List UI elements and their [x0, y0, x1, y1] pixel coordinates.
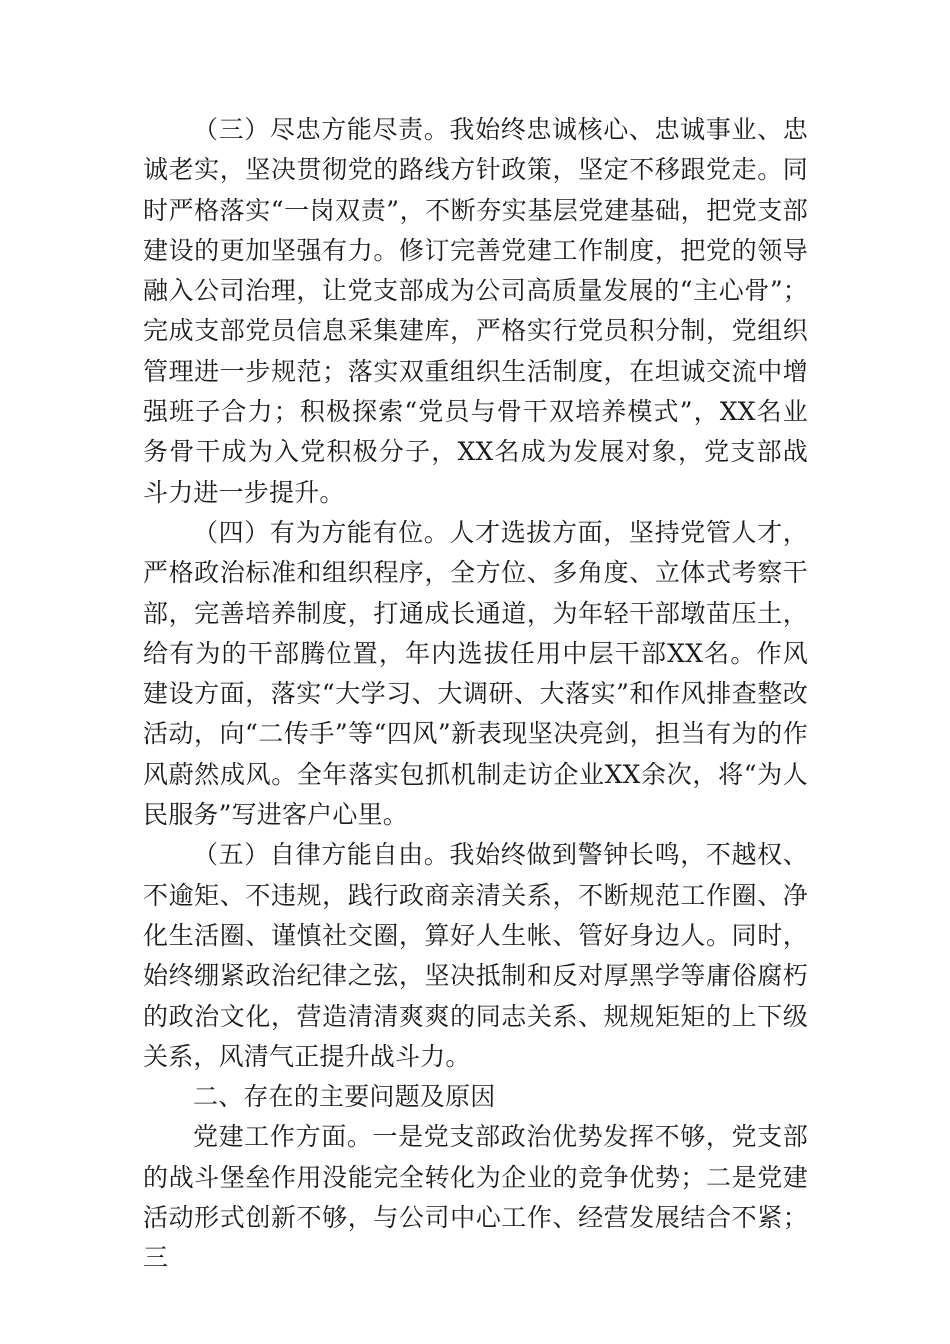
section-heading-problems: 二、存在的主要问题及原因 [193, 1082, 496, 1112]
paragraph-self-discipline: （五）自律方能自由。我始终做到警钟长鸣，不越权、不逾矩、不违规，践行政商亲清关系，不断规范工作圈、净化生活圈、谨慎社交圈，算好人生帐、管好身边人。同时，始终绷紧政治纪律之弦，坚决抵制和反对厚黑学等庸俗腐朽的政治文化，营造清清爽爽的同志关系、规规矩矩的上下级关系，风清气正提升战斗力。 [143, 840, 808, 1071]
document-body [143, 110, 808, 1279]
paragraph-achievement: （四）有为方能有位。人才选拔方面，坚持党管人才，严格政治标准和组织程序，全方位、多角度、立体式考察干部，完善培养制度，打通成长通道，为年轻干部墩苗压土，给有为的干部腾位置，年内选拔任用中层干部XX名。作风建设方面，落实“大学习、大调研、大落实”和作风排查整改活动，向“二传手”等“四风”新表现坚决亮剑，担当有为的作风蔚然成风。全年落实包抓机制走访企业XX余次，将“为人民服务”写进客户心里。 [143, 517, 808, 830]
paragraph-loyalty: （三）尽忠方能尽责。我始终忠诚核心、忠诚事业、忠诚老实，坚决贯彻党的路线方针政策，坚定不移跟党走。同时严格落实“一岗双责”，不断夯实基层党建基础，把党支部建设的更加坚强有力。修订完善党建工作制度，把党的领导融入公司治理，让党支部成为公司高质量发展的“主心骨”；完成支部党员信息采集建库，严格实行党员积分制，党组织管理进一步规范；落实双重组织生活制度，在坦诚交流中增强班子合力；积极探索“党员与骨干双培养模式”，XX名业务骨干成为入党积极分子，XX名成为发展对象，党支部战斗力进一步提升。 [143, 115, 808, 507]
paragraph-party-building: 党建工作方面。一是党支部政治优势发挥不够，党支部的战斗堡垒作用没能完全转化为企业的竞争优势；二是党建活动形式创新不够，与公司中心工作、经营发展结合不紧；三 [143, 1122, 808, 1273]
